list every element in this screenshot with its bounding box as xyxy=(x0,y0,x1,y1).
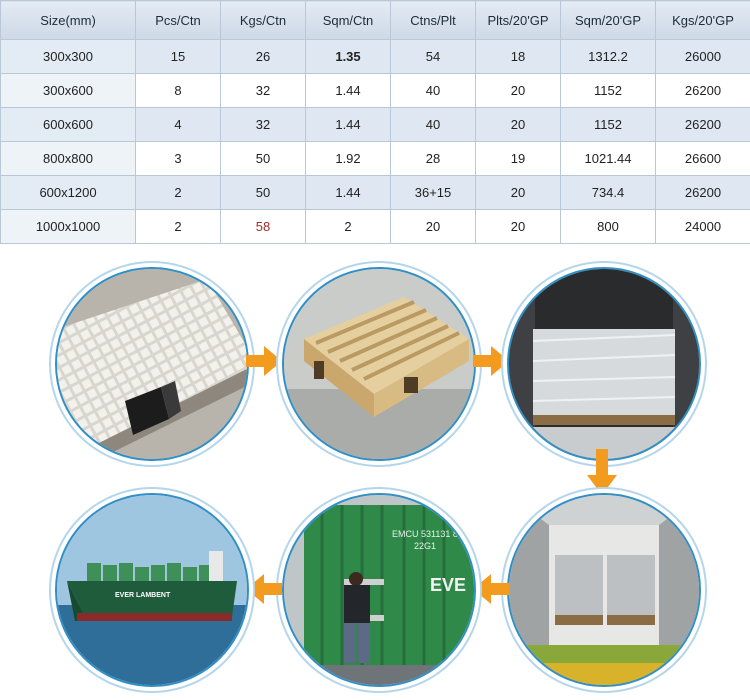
table-row xyxy=(1,210,750,244)
table-cell: 1.44 xyxy=(306,74,391,108)
table-cell: 26200 xyxy=(656,108,750,142)
table-cell: 20 xyxy=(476,108,561,142)
table-cell: 800 xyxy=(561,210,656,244)
table-cell: 26200 xyxy=(656,74,750,108)
arrow-down-icon xyxy=(587,449,617,495)
table-cell: 8 xyxy=(136,74,221,108)
wooden-pallet-photo xyxy=(282,267,476,461)
ship-name-text: EVER LAMBENT xyxy=(115,592,171,599)
spec-table xyxy=(0,0,750,244)
table-cell: 1.35 xyxy=(306,40,391,74)
table-cell: 58 xyxy=(221,210,306,244)
table-cell: 26 xyxy=(221,40,306,74)
container-loading-illustration xyxy=(284,495,474,685)
table-cell: 2 xyxy=(136,210,221,244)
col-header-sqm-ctn: Sqm/Ctn xyxy=(306,1,391,40)
table-cell: 24000 xyxy=(656,210,750,244)
size-cell: 1000x1000 xyxy=(1,210,136,244)
table-cell: 1.44 xyxy=(306,176,391,210)
table-cell: 3 xyxy=(136,142,221,176)
table-cell: 36+15 xyxy=(391,176,476,210)
container-ship-photo xyxy=(55,493,249,687)
container-loading-photo xyxy=(282,493,476,687)
table-cell: 1.44 xyxy=(306,108,391,142)
table-cell: 4 xyxy=(136,108,221,142)
table-cell: 50 xyxy=(221,176,306,210)
size-cell: 600x1200 xyxy=(1,176,136,210)
container-code-text: EMCU 531131 8 xyxy=(392,529,458,539)
table-cell: 20 xyxy=(476,176,561,210)
table-cell: 2 xyxy=(136,176,221,210)
col-header-kgs-20gp: Kgs/20'GP xyxy=(656,1,750,40)
table-cell: 1152 xyxy=(561,74,656,108)
arrow-left-icon xyxy=(246,574,282,604)
table-cell: 40 xyxy=(391,74,476,108)
size-cell: 800x800 xyxy=(1,142,136,176)
size-cell: 300x600 xyxy=(1,74,136,108)
table-cell: 1152 xyxy=(561,108,656,142)
table-cell: 54 xyxy=(391,40,476,74)
table-cell: 32 xyxy=(221,74,306,108)
arrow-right-icon xyxy=(473,346,509,376)
col-header-size: Size(mm) xyxy=(1,1,136,40)
col-header-sqm-20gp: Sqm/20'GP xyxy=(561,1,656,40)
table-row xyxy=(1,40,750,74)
table-cell: 1021.44 xyxy=(561,142,656,176)
container-brand-text: EVE xyxy=(430,575,467,595)
table-cell: 26000 xyxy=(656,40,750,74)
table-cell: 26600 xyxy=(656,142,750,176)
table-row xyxy=(1,108,750,142)
table-row xyxy=(1,142,750,176)
table-cell: 50 xyxy=(221,142,306,176)
wooden-pallet-illustration xyxy=(284,269,474,459)
table-cell: 26200 xyxy=(656,176,750,210)
col-header-pcs-ctn: Pcs/Ctn xyxy=(136,1,221,40)
mesh-tile-stack-illustration xyxy=(57,269,247,459)
table-cell: 734.4 xyxy=(561,176,656,210)
col-header-ctns-plt: Ctns/Plt xyxy=(391,1,476,40)
table-cell: 32 xyxy=(221,108,306,142)
size-cell: 600x600 xyxy=(1,108,136,142)
table-cell: 40 xyxy=(391,108,476,142)
table-row xyxy=(1,74,750,108)
table-cell: 20 xyxy=(476,74,561,108)
container-interior-illustration xyxy=(509,495,699,685)
table-cell: 20 xyxy=(391,210,476,244)
table-cell: 1312.2 xyxy=(561,40,656,74)
table-row xyxy=(1,176,750,210)
table-cell: 2 xyxy=(306,210,391,244)
mesh-backed-tile-stack-photo xyxy=(55,267,249,461)
arrow-right-icon xyxy=(246,346,282,376)
wrapped-pallet-in-container-photo xyxy=(507,267,701,461)
table-cell: 18 xyxy=(476,40,561,74)
col-header-kgs-ctn: Kgs/Ctn xyxy=(221,1,306,40)
table-cell: 20 xyxy=(476,210,561,244)
table-cell: 15 xyxy=(136,40,221,74)
col-header-plts-20gp: Plts/20'GP xyxy=(476,1,561,40)
container-ship-illustration xyxy=(57,495,247,685)
container-type-text: 22G1 xyxy=(414,541,437,551)
size-cell: 300x300 xyxy=(1,40,136,74)
table-cell: 28 xyxy=(391,142,476,176)
table-cell: 19 xyxy=(476,142,561,176)
table-header-row xyxy=(1,1,750,40)
wrapped-pallet-illustration xyxy=(509,269,699,459)
palletized-load-in-container-photo xyxy=(507,493,701,687)
table-cell: 1.92 xyxy=(306,142,391,176)
arrow-left-icon xyxy=(473,574,509,604)
